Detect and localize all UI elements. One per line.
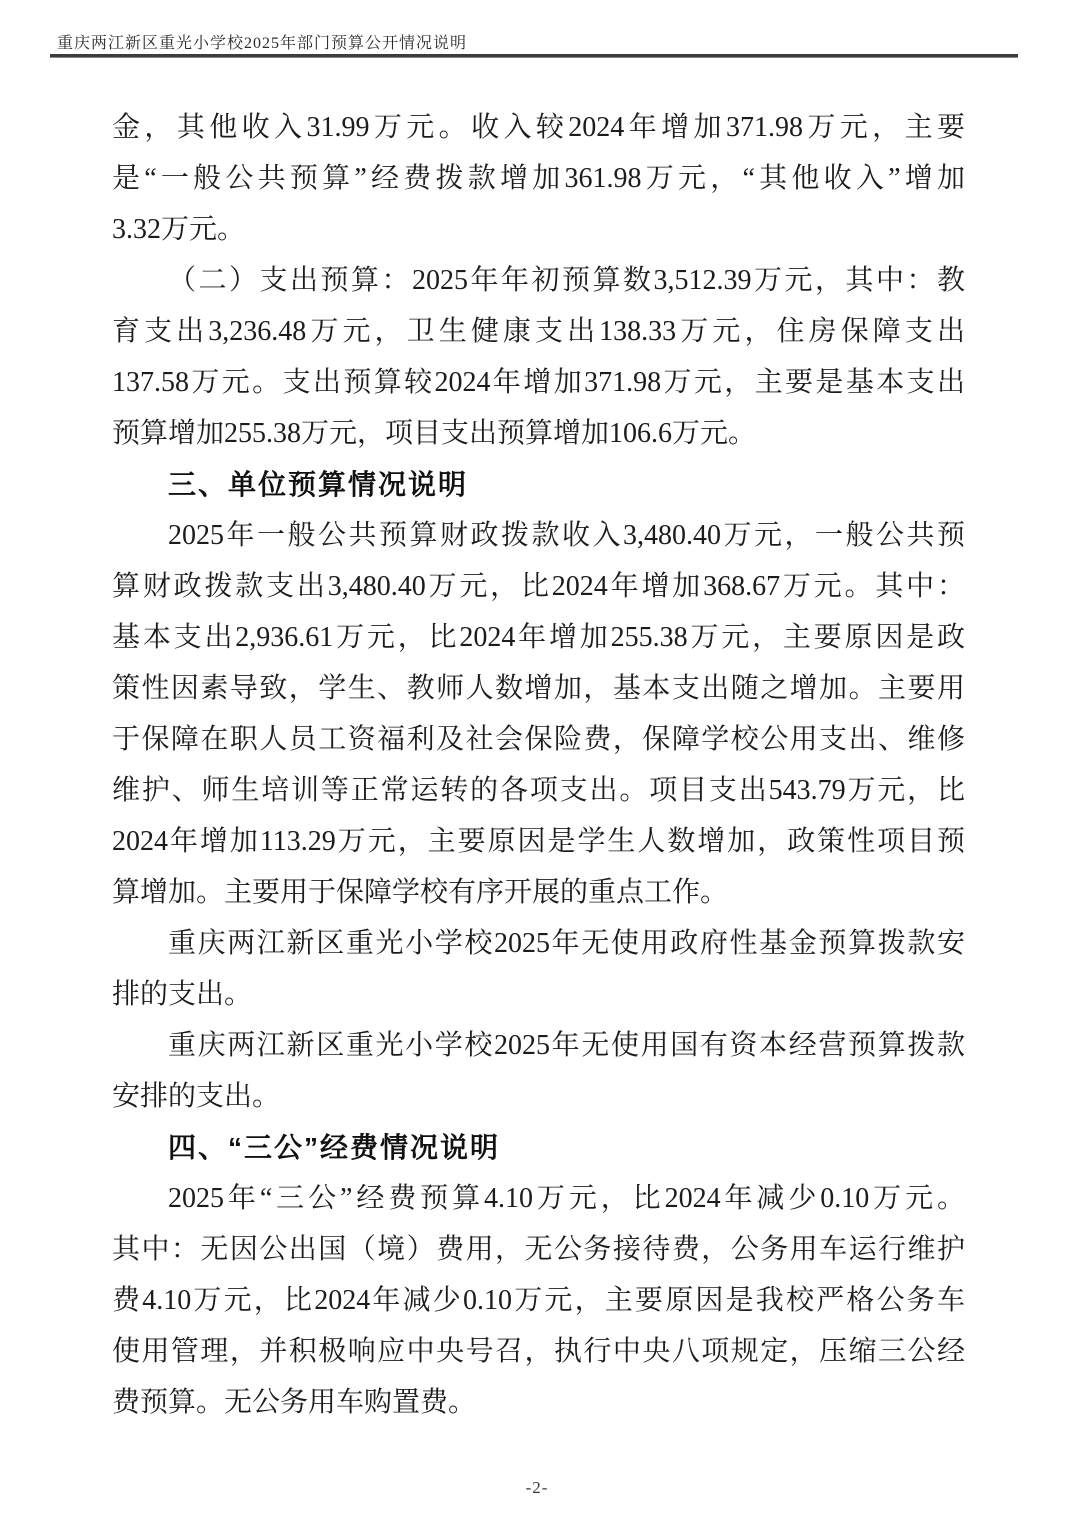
text-line: （二）支出预算：2025年年初预算数3,512.39万元，其中：教 [168, 265, 965, 296]
text-line: 使用管理，并积极响应中央号召，执行中央八项规定，压缩三公经 [112, 1336, 965, 1367]
section-heading: 三、单位预算情况说明 [168, 469, 469, 500]
text-line: 预算增加255.38万元，项目支出预算增加106.6万元。 [112, 418, 757, 449]
text-line: 育支出3,236.48万元，卫生健康支出138.33万元，住房保障支出 [112, 316, 965, 347]
text-line: 2024年增加113.29万元，主要原因是学生人数增加，政策性项目预 [112, 826, 965, 857]
text-line: 费预算。无公务用车购置费。 [112, 1387, 477, 1418]
text-line: 其中：无因公出国（境）费用，无公务接待费，公务用车运行维护 [112, 1234, 965, 1265]
text-line: 算财政拨款支出3,480.40万元，比2024年增加368.67万元。其中： [112, 571, 965, 602]
header-rule [50, 54, 1018, 58]
section-heading: 四、“三公”经费情况说明 [168, 1132, 501, 1163]
text-line: 137.58万元。支出预算较2024年增加371.98万元，主要是基本支出 [112, 367, 965, 398]
page-header-title: 重庆两江新区重光小学校2025年部门预算公开情况说明 [57, 35, 468, 52]
text-line: 排的支出。 [112, 979, 253, 1010]
page-number: -2- [525, 1478, 549, 1497]
text-line: 费4.10万元，比2024年减少0.10万元，主要原因是我校严格公务车 [112, 1285, 965, 1316]
text-line: 金，其他收入31.99万元。收入较2024年增加371.98万元，主要 [112, 112, 965, 143]
text-line: 策性因素导致，学生、教师人数增加，基本支出随之增加。主要用 [112, 673, 965, 704]
text-line: 于保障在职人员工资福利及社会保险费，保障学校公用支出、维修 [112, 724, 965, 755]
text-line: 重庆两江新区重光小学校2025年无使用国有资本经营预算拨款 [168, 1030, 965, 1061]
text-line: 安排的支出。 [112, 1081, 281, 1112]
text-line: 重庆两江新区重光小学校2025年无使用政府性基金预算拨款安 [168, 928, 965, 959]
text-line: 2025年一般公共预算财政拨款收入3,480.40万元，一般公共预 [168, 520, 965, 551]
text-line: 2025年“三公”经费预算4.10万元，比2024年减少0.10万元。 [168, 1183, 965, 1214]
document-body [112, 102, 965, 1428]
text-line: 维护、师生培训等正常运转的各项支出。项目支出543.79万元，比 [112, 775, 965, 806]
text-line: 3.32万元。 [112, 214, 246, 245]
text-line: 是“一般公共预算”经费拨款增加361.98万元，“其他收入”增加 [112, 163, 965, 194]
text-line: 算增加。主要用于保障学校有序开展的重点工作。 [112, 877, 729, 908]
text-line: 基本支出2,936.61万元，比2024年增加255.38万元，主要原因是政 [112, 622, 965, 653]
